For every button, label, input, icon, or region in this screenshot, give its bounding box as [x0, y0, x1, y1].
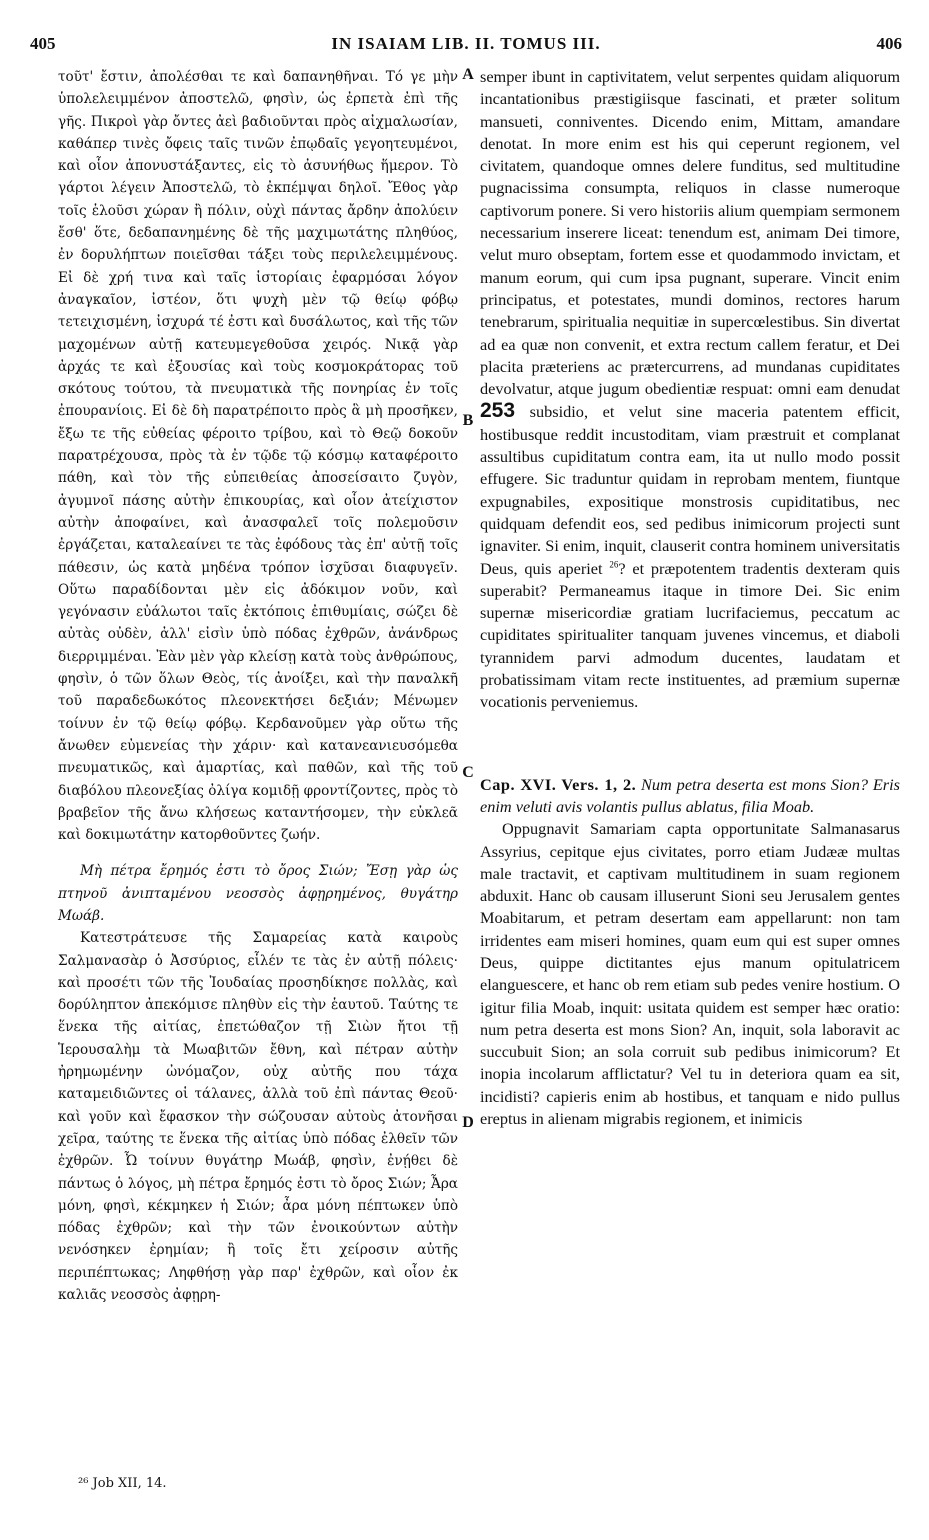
latin-lemma-text: Num petra deserta est mons Sion? Eris enim veluti avis volantis pullus ablatus, filia Moab. [480, 774, 900, 816]
running-title: IN ISAIAM LIB. II. TOMUS III. [331, 34, 601, 53]
latin-lemma [480, 774, 900, 819]
latin-paragraph-1a: semper ibunt in captivitatem, velut serpentes quidam aliquorum incantationibus præstigiisque fascinati, et præter solitum mansueti, conniventes. Dicendo enim, Mittam, amandare denotat. In more enim est his qui ceperunt regionem, vel civitatem, quandoque omnes delere funditus, sed multitudine pugnacissima consumpta, reliquos in classe numeroque captivorum ponere. Si vero historiis alium quempiam sermonem necessarium inserere liceat: tenendum est, animam Dei timore, velut muro obseptam, fortem esse et quodammodo invictam, et manum eorum, qui cum ipsa pugnant, superare. Vincit enim principatus, et potestates, mundi dominos, rectores harum tenebrarum, spiritualia nequitiæ in supercœlestibus. Sin divertat ad ea quæ non convenit, et extra rectum callem feratur, et Dei placita præteriens ac prætercurrens, ad mundanas cupiditates devolvatur, atque jugum obedientiæ respuat: omni eam denudat [480, 67, 900, 399]
greek-lemma: Μὴ πέτρα ἔρημός ἐστι τὸ ὄρος Σιών; Ἔσῃ γὰρ ὡς πτηνοῦ ἀνιπταμένου νεοσσὸς ἀφῃρημένος, θυγάτηρ Μωάβ. [58, 863, 458, 924]
footnote-ref: 26 [609, 559, 619, 570]
greek-column [58, 66, 458, 1306]
page-number-right: 406 [876, 34, 902, 53]
margin-marker-a: A [462, 66, 474, 83]
greek-paragraph-2: Κατεστράτευσε τῆς Σαμαρείας κατὰ καιροὺς Σαλμανασὰρ ὁ Ἀσσύριος, εἷλέν τε τὰς ἐν αὐτῇ πόλεις· καὶ προσέτι τῶν τῆς Ἰουδαίας προσηδίκησε πολλὰς, καὶ δορύληπτον ἀπεκόμισε πληθὺν εἰς τὴν ἑαυτοῦ. Ταύτης τε ἕνεκα τῆς αἰτίας, ἐπετώθαζον τῇ Σιὼν ἤτοι τῇ Ἱερουσαλὴμ τὰ Μωαβιτῶν ἔθνη, καὶ πέτραν αὐτὴν ἠρημωμένην ὠνόμαζον, οὐχ αὐτῆς που τάχα καταμειδιῶντες οἱ τάλανες, ἀλλὰ τοῦ ἐπὶ πάντας Θεοῦ· καὶ γοῦν καὶ ἔφασκον τὴν σώζουσαν αὐτοὺς ἀτονῆσαι χεῖρα, ταύτης τε ἕνεκα τῆς αἰτίας ὑπὸ πόδας ἐλθεῖν τῶν ἐχθρῶν. Ὦ τοίνυν θυγάτηρ Μωάβ, φησὶν, ἐνῄθει δὲ πάντως ὁ λόγος, μὴ πέτρα ἔρημός ἐστι τὸ ὄρος Σιών; Ἆρα μόνη, φησὶ, κέκμηκεν ἡ Σιών; ἆρα μόνη πέπτωκεν ὑπὸ πόδας ἐχθρῶν; καὶ τὴν τῶν ἐνοικούντων αὐτὴν νενόσηκεν ἐρημίαν; ἢ τοῖς ἔτι χείροσιν αὐτῆς περιπέπτωκας; Ληφθήσῃ γὰρ παρ' ἐχθρῶν, καὶ οἷον ἐκ καλιᾶς νεοσσὸς ἀφῃρη- [58, 930, 458, 1304]
greek-paragraph-1: τοῦτ' ἔστιν, ἀπολέσθαι τε καὶ δαπανηθῆναι. Τό γε μὴν ὑπολελειμμένον ἀποστελῶ, φησὶν, ὡς ἐρπετὰ ἐπὶ τῆς γῆς. Πικροὶ γὰρ ὄντες ἀεὶ βαδιοῦνται πρὸς αἰχμαλωσίαν, καθάπερ τινὲς ὄφεις ταῖς τινῶν ἐπῳδαῖς γεγοητευμένοι, καὶ οἷον ἀπονυστάξαντες, εἰς τὸ ἀσυνήθως ἥμερον. Τὸ γάρτοι λέγειν Ἀποστελῶ, τὸ ἐκπέμψαι δηλοῖ. Ἔθος γὰρ τοῖς ἑλοῦσι χώραν ἢ πόλιν, οὐχὶ πάντας ἄρδην ἀπολύειν ἔσθ' ὅτε, δεδαπανημένης δὲ τῆς μαχιμωτάτης πληθύος, ἐν δορυλήπτων ποιεῖσθαι τάξει τοὺς περιλελειμμένους. Εἰ δὲ χρή τινα καὶ ταῖς ἱστορίαις ἐφαρμόσαι λόγον ἀναγκαῖον, ἰστέον, ὅτι ψυχὴ μὲν τῷ θείῳ φόβῳ τετειχισμένη, ἰσχυρά τέ ἐστι καὶ δυσάλωτος, καὶ τῆς τῶν μαχομένων αὐτῇ κατευμεγεθοῦσα χειρός. Νικᾷ γὰρ ἀρχάς τε καὶ ἐξουσίας καὶ τοὺς κοσμοκράτορας τοῦ σκότους τούτου, τὰ πνευματικὰ τῆς πονηρίας ἐν τοῖς ἐπουρανίοις. Εἰ δὲ δὴ παρατρέποιτο πρὸς ἃ μὴ προσῆκεν, ἔξω τε τῆς εὐθείας φέροιτο τρίβου, καὶ τὸ Θεῷ δοκοῦν παρατρέχουσα, πρὸς τὰ ἐν τῷδε τῷ κόσμῳ καταφέροιτο πάθη, καὶ τὸν τῆς εὐπειθείας ἀποσείσαιτο ζυγὸν, ἀγυμνοῖ πάσης αὐτὴν ἐπικουρίας, καὶ οἷον ἀτείχιστον αὐτὴν ἀποφαίνει, καὶ ἀνασφαλεῖ τοῖς πολεμοῦσιν ἐργάζεται, καταλεαίνει τε τὰς ἐφόδους τὰς ἐπ' αὐτῇ τοῖς πάθεσιν, ὡς κατὰ μηδένα τρόπον ἰσχῦσαι διαφυγεῖν. Οὕτω παραδίδονται μὲν εἰς ἀδόκιμον νοῦν, καὶ γεγόνασιν εὐάλωτοι ταῖς ἐκτόποις ἐπιθυμίαις, σώζει δὲ αὐτὰς οὐδὲν, ἀλλ' εἰσὶν ὑπὸ πόδας ἐχθρῶν, ἀνάνδρως διερριμμέναι. Ἐὰν μὲν γὰρ κλείσῃ κατὰ τοὺς ἀνθρώπους, φησὶν, ὁ τῶν ὅλων Θεὸς, τίς ἀνοίξει, καὶ τὴν παναλκῆ τοῦ παραδεδωκότος πλεονεκτήσει δεξιάν; Μένωμεν τοίνυν ἐν τῷ θείῳ φόβῳ. Κερδανοῦμεν γὰρ οὕτω τῆς ἄνωθεν εὐμενείας τὴν χάριν· καὶ κατανεανιευσόμεθα πνευματικῶς, καὶ ἁμαρτίας, καὶ παθῶν, καὶ τῆς τοῦ διαβόλου πλεονεξίας ὀλίγα κομιδῇ φροντίζοντες, πρὸς τὸ βραβεῖον τῆς ἄνω κλήσεως καταντήσομεν, τὴν εὐκλεᾶ καὶ δοκιμωτάτην κατορθοῦντες ζωήν. [58, 69, 458, 844]
latin-paragraph-2: Oppugnavit Samariam capta opportunitate Salmanasarus Assyrius, cepitque ejus civitates, porro etiam Judææ multas male tractavit, et captivam multitudinem in suam regionem abduxit. Hanc ob causam illuserunt Sioni seu Jerusalem gentes Moabitarum, et petram desertam eam appellarunt: non tam irridentes eam miseri homines, quam eum qui est super omnes Deus, quippe dictitantes ejus manum opitulatricem elanguescere, et hanc ob rem etiam sub pedes venire hostium. O igitur filia Moab, inquit: usitata quidem est semper hæc oratio: num petra deserta est mons Sion? An, inquit, sola laboravit ac succubuit Sion; an sola corruit sub pedibus inimicorum? Et inopia incolarum afflictatur? Vel tu in deteriora quam ea sit, incidisti? capieris enim ab hostibus, et tanquam e nido pullus ereptus in alienam migrabis regionem, et inimicis [480, 819, 900, 1129]
chapter-verse-label: Cap. XVI. Vers. 1, 2. [480, 774, 637, 794]
column-number: 253 [480, 399, 516, 423]
margin-marker-d: D [462, 1114, 474, 1131]
margin-marker-c: C [462, 764, 474, 781]
latin-column [480, 66, 900, 1130]
margin-marker-b: B [462, 412, 474, 429]
page-number-left: 405 [30, 34, 56, 53]
latin-paragraph-1b: subsidio, et velut sine maceria patentem efficit, hostibusque reddit incustoditam, viam præstruit et complanat assultibus cupiditatum contra eam, ita ut nullo modo possit effugere. Sic traduntur quidam in reprobam mentem, fiuntque expugnabiles, expositique monstrosis cupiditatibus, nec quidquam defendit eos, sed pedibus inimicorum projecti sunt ignaviter. Si enim, inquit, clauserit contra hominem universitatis Deus, quis aperiet [480, 402, 900, 578]
footnote: ²⁶ Job XII, 14. [78, 1476, 167, 1491]
running-header [30, 34, 902, 58]
latin-paragraph-1 [480, 66, 900, 714]
latin-paragraph-1c: ? et præpotentem tradentis dexteram quis superabit? Permaneamus itaque in timore Dei. Sic enim supernæ misericordiæ gratiam lucrifaciemus, peccatum ac cupiditates spiritualiter tanquam juvenes vincemus, et diaboli tyrannidem parvi admodum ducentes, laudatam et probatissimam vitam recte instituentes, ad præmium supernæ vocationis perveniemus. [480, 558, 901, 712]
